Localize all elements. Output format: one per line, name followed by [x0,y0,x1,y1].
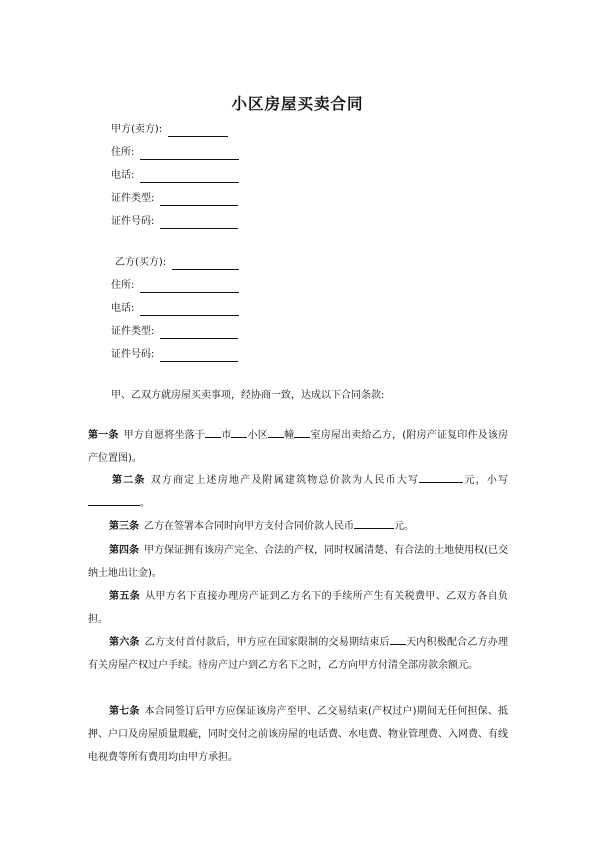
party-b-id-type-blank[interactable] [160,327,238,339]
party-a-phone-blank[interactable] [140,171,239,183]
party-a-phone-label: 电话: [111,170,135,181]
clause-3: 第三条 乙方在签署本合同时向甲方支付合同价款人民币 元。 [88,515,508,538]
clause-2: 第二条 双方商定上述房地产及附属建筑物总价款为人民币大写 元，小写。 [88,469,508,515]
party-a-phone-field [111,169,239,183]
room-blank[interactable] [294,427,310,438]
clause-3-heading: 第三条 [109,521,139,532]
party-a-name-label: 甲方(卖方): [111,124,163,135]
clause-1-heading: 第一条 [88,430,119,441]
days-blank[interactable] [390,634,406,645]
clause-5-heading: 第五条 [109,591,141,602]
party-b-id-number-field [111,348,238,362]
party-b-id-number-blank[interactable] [160,350,238,362]
document-title: 小区房屋买卖合同 [231,95,364,113]
price-uppercase-blank[interactable] [419,472,463,483]
party-b-name-field [115,256,239,270]
party-a-address-label: 住所: [111,147,135,158]
party-a-name-blank[interactable] [168,125,228,137]
clause-7: 第七条 本合同签订后甲方应保证该房产至甲、乙交易结束(产权过户)期间无任何担保、抵押、户口及房屋质量瑕疵，同时交付之前该房屋的电话费、水电费、物业管理费、入网费、有线电视费等所有费用均由甲方承担。 [88,706,508,763]
party-a-id-type-blank[interactable] [160,194,238,206]
party-b-phone-label: 电话: [111,303,135,314]
party-a-id-number-label: 证件号码: [111,216,155,227]
party-a-id-type-field [111,192,238,206]
party-a-address-field [111,146,239,160]
party-b-name-label: 乙方(买方): [115,257,167,268]
clause-2-heading: 第二条 [112,475,146,486]
clause-4: 第四条 甲方保证拥有该房产完全、合法的产权，同时权属清楚、有合法的土地使用权(已交纳土地出让金)。 [88,545,509,579]
party-a-id-number-blank[interactable] [160,217,238,229]
clause-5: 第五条 从甲方名下直接办理房产证到乙方名下的手续所产生有关税费甲、乙双方各自负担。 [88,591,509,625]
city-blank[interactable] [205,427,221,438]
party-b-id-number-label: 证件号码: [111,349,155,360]
party-a-name-field [111,123,228,137]
party-b-name-blank[interactable] [172,258,239,270]
party-b-address-field [111,279,239,293]
party-b-id-type-label: 证件类型: [111,326,155,337]
party-b-phone-field [111,302,239,316]
party-b-id-type-field [111,325,238,339]
party-b-address-label: 住所: [111,280,135,291]
price-lowercase-blank[interactable] [88,495,140,506]
party-a-address-blank[interactable] [140,148,239,160]
clause-6: 第六条 乙方支付首付款后，甲方应在国家限制的交易期结束后 天内积极配合乙方办理有关房屋产权过户手续。待房产过户到乙方名下之时，乙方向甲方付清全部房款余额元。 [88,631,508,677]
clause-1: 第一条 甲方自愿将坐落于 市 小区 幢 室房屋出卖给乙方，(附房产证复印件及该房产位置图)。 [88,424,508,470]
party-a-id-type-label: 证件类型: [111,193,155,204]
party-b-address-blank[interactable] [140,281,239,293]
building-blank[interactable] [268,427,284,438]
party-a-id-number-field [111,215,238,229]
clause-7-heading: 第七条 [109,706,140,717]
clause-4-heading: 第四条 [109,545,140,556]
party-b-phone-blank[interactable] [140,304,239,316]
intro-text: 甲、乙双方就房屋买卖事项，经协商一致，达成以下合同条款: [111,390,385,401]
district-blank[interactable] [231,427,247,438]
clause-6-heading: 第六条 [109,637,140,648]
deposit-blank[interactable] [354,518,394,529]
